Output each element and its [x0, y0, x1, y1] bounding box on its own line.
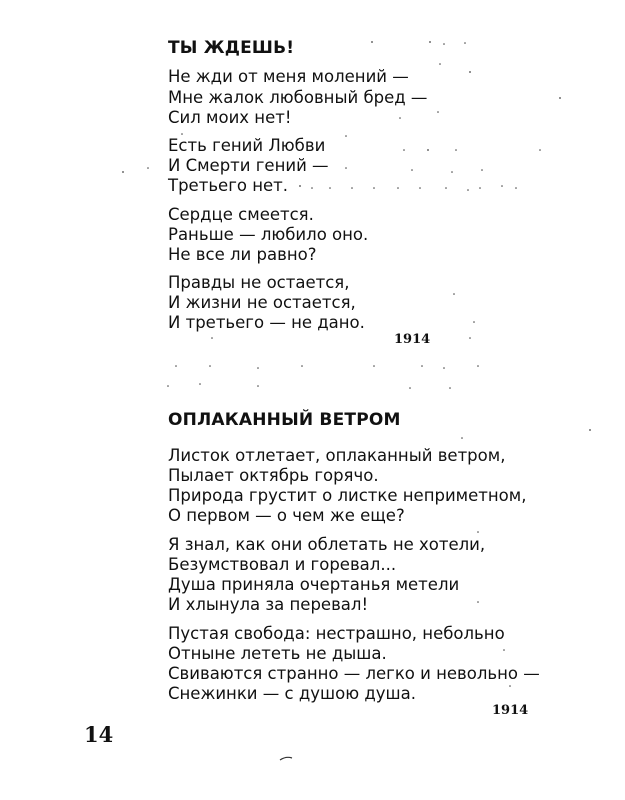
poem-2-line-4: О первом — о чем же еще? [168, 506, 405, 525]
poem-2-year: 1914 [492, 703, 529, 718]
poem-1-line-4: Есть гений Любви [168, 136, 326, 155]
page-number: 14 [84, 722, 114, 747]
poem-1-line-5: И Смерти гений — [168, 156, 329, 175]
poem-1-line-8: Раньше — любило оно. [168, 225, 369, 244]
poem-1-line-1: Не жди от меня молений — [168, 67, 409, 86]
poem-1-year: 1914 [394, 332, 431, 347]
poem-1-line-2: Мне жалок любовный бред — [168, 88, 428, 107]
poem-1-title: ТЫ ЖДЕШЬ! [168, 38, 295, 58]
poem-1-line-9: Не все ли равно? [168, 245, 317, 264]
poem-1-line-11: И жизни не остается, [168, 293, 356, 312]
poem-2-line-1: Листок отлетает, оплаканный ветром, [168, 446, 506, 465]
poem-2-line-12: Снежинки — с душою душа. [168, 684, 416, 703]
poem-2-line-10: Отныне лететь не дыша. [168, 644, 387, 663]
poem-2-line-6: Безумствовал и горевал... [168, 555, 397, 574]
poem-2-line-5: Я знал, как они облетать не хотели, [168, 535, 486, 554]
poem-1-line-3: Сил моих нет! [168, 108, 292, 127]
poem-2-line-8: И хлынула за перевал! [168, 595, 369, 614]
poem-2-line-9: Пустая свобода: нестрашно, небольно [168, 624, 505, 643]
poem-1-line-10: Правды не остается, [168, 273, 350, 292]
poem-1-line-7: Сердце смеется. [168, 205, 314, 224]
poem-2-line-11: Свиваются странно — легко и невольно — [168, 664, 540, 683]
poem-1-line-12: И третьего — не дано. [168, 313, 365, 332]
poem-1-line-6: Третьего нет. [168, 176, 288, 195]
poem-2-line-2: Пылает октябрь горячо. [168, 466, 379, 485]
poem-2-line-3: Природа грустит о листке неприметном, [168, 486, 527, 505]
poem-2-title: ОПЛАКАННЫЙ ВЕТРОМ [168, 410, 401, 430]
poem-2-line-7: Душа приняла очертанья метели [168, 575, 460, 594]
